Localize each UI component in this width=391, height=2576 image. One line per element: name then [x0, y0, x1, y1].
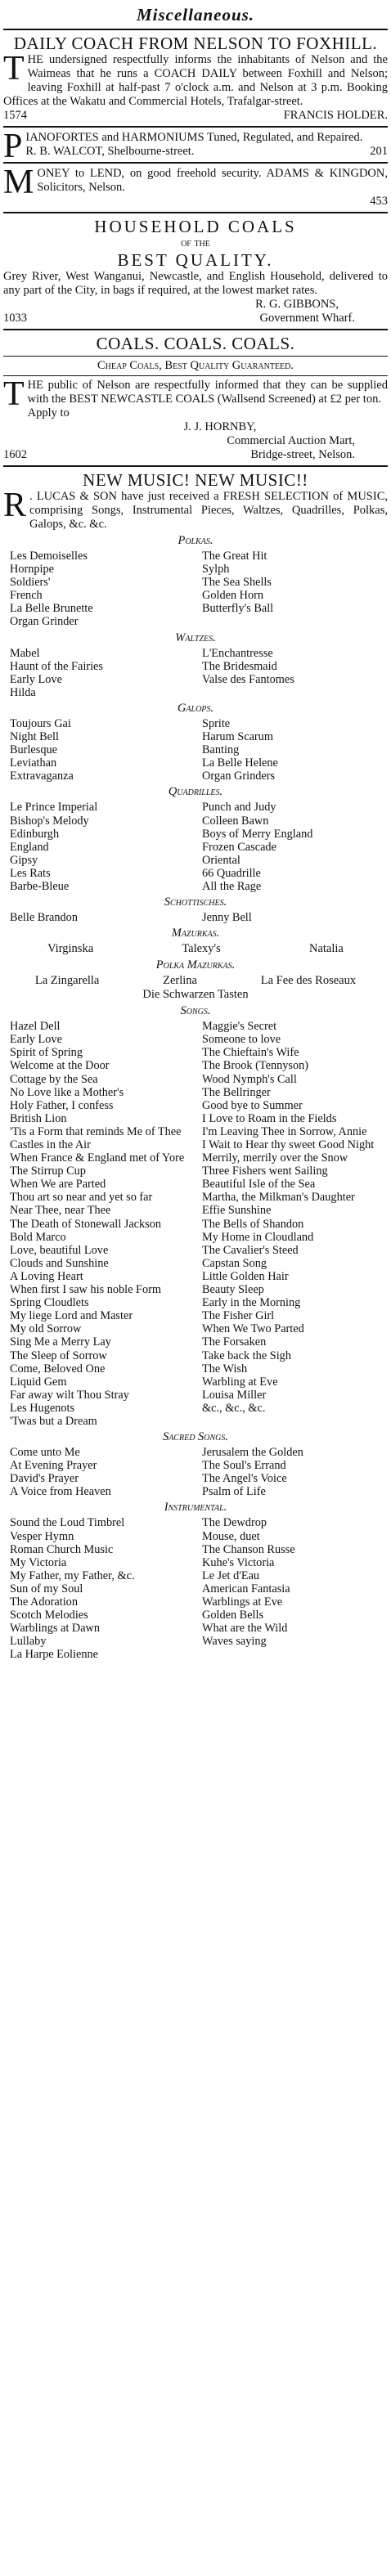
- list-item: Extravaganza: [10, 770, 74, 783]
- list-item: Le Jet d'Eau: [202, 1568, 260, 1582]
- list-item: The Death of Stonewall Jackson: [10, 1217, 162, 1231]
- list-item: Beautiful Isle of the Sea: [202, 1178, 316, 1192]
- list-item: Warblings at Eve: [202, 1595, 283, 1609]
- ad-number: 1602: [3, 448, 27, 461]
- list-item: I Wait to Hear thy sweet Good Night: [202, 1138, 375, 1151]
- list-item: Burlesque: [10, 743, 57, 757]
- list-item: Butterfly's Ball: [202, 602, 274, 616]
- list-item: [202, 1415, 388, 1428]
- list-item: Capstan Song: [202, 1256, 267, 1270]
- drop-cap: M: [3, 164, 34, 201]
- ad-coach: [3, 34, 388, 123]
- list-item: My Home in Cloudland: [202, 1230, 314, 1244]
- list-item: The Adoration: [10, 1595, 78, 1609]
- ad-household-coals-footer: [3, 312, 388, 325]
- list-item: The Forsaken: [202, 1335, 267, 1349]
- list-item: Organ Grinder: [10, 615, 79, 629]
- list-item: Vesper Hymn: [10, 1529, 74, 1543]
- list-item: Belle Brandon: [10, 911, 78, 925]
- ad-signature: J. J. HORNBY,: [183, 420, 257, 433]
- newspaper-column: [3, 0, 388, 1661]
- list-item: Haunt of the Fairies: [10, 659, 103, 673]
- list-quadrilles: [3, 801, 388, 893]
- section-schottisches: Schottisches.: [164, 895, 227, 909]
- divider: [3, 465, 388, 467]
- list-mazurkas: [3, 942, 388, 956]
- list-item: La Belle Helene: [202, 756, 278, 770]
- list-item: I Love to Roam in the Fields: [202, 1111, 337, 1125]
- list-item: American Fantasia: [202, 1582, 290, 1595]
- ad-household-coals-sub: BEST QUALITY.: [117, 250, 274, 270]
- list-item: Far away wilt Thou Stray: [10, 1388, 129, 1402]
- list-item: Sing Me a Merry Lay: [10, 1335, 111, 1349]
- list-item: The Fisher Girl: [202, 1309, 275, 1323]
- list-item: All the Rage: [202, 879, 262, 893]
- ad-coals-footer: [3, 448, 388, 462]
- list-item: Organ Grinders: [202, 770, 276, 783]
- list-item: Holy Father, I confess: [10, 1098, 114, 1112]
- list-item: 'Tis a Form that reminds Me of Thee: [10, 1124, 182, 1138]
- list-item: &c., &c., &c.: [202, 1401, 266, 1415]
- ad-address: Government Wharf.: [259, 312, 355, 325]
- list-item: The Wish: [202, 1362, 248, 1376]
- list-item: Virginska: [47, 942, 94, 956]
- ad-number: 1574: [3, 109, 27, 122]
- list-item: The Angel's Voice: [202, 1472, 287, 1486]
- list-item: Sprite: [202, 716, 231, 730]
- section-quadrilles: Quadrilles.: [168, 785, 223, 799]
- list-item: Three Fishers went Sailing: [202, 1165, 328, 1178]
- list-songs: [3, 1020, 388, 1428]
- list-item: Die Schwarzen Tasten: [142, 988, 249, 1002]
- list-item: Someone to love: [202, 1033, 281, 1047]
- list-item: Hazel Dell: [10, 1020, 61, 1034]
- list-item: The Dewdrop: [202, 1516, 267, 1530]
- list-item: Punch and Judy: [202, 801, 276, 815]
- list-item: Wood Nymph's Call: [202, 1072, 297, 1086]
- list-galops: [3, 717, 388, 783]
- list-item: I'm Leaving Thee in Sorrow, Annie: [202, 1124, 367, 1138]
- list-polka-mazurkas: [3, 974, 388, 988]
- list-item: Hilda: [10, 685, 36, 699]
- ad-signature: FRANCIS HOLDER.: [283, 109, 388, 122]
- ad-money-body: [3, 164, 388, 201]
- list-item: Good bye to Summer: [202, 1098, 303, 1112]
- list-item: Thou art so near and yet so far: [10, 1191, 153, 1205]
- list-item: Barbe-Bleue: [10, 879, 70, 893]
- section-polkas: Polkas.: [178, 534, 213, 547]
- list-item: When We Two Parted: [202, 1322, 304, 1336]
- list-item: My old Sorrow: [10, 1322, 82, 1336]
- section-instrumental: Instrumental.: [164, 1501, 227, 1515]
- list-item: Mabel: [10, 646, 40, 660]
- ad-music-text: . LUCAS & SON have just received a FRESH SELECTION of MUSIC, comprising Songs, Instrumental Pieces, Waltzes, Quadrilles, Polkas, Galops, &c. &c.: [29, 490, 388, 531]
- list-item: 'Twas but a Dream: [10, 1414, 97, 1428]
- ad-household-coals: [3, 217, 388, 325]
- list-item: Les Demoiselles: [10, 550, 88, 563]
- list-polkas: [3, 550, 388, 629]
- ad-music-body: [3, 487, 388, 532]
- list-item: Golden Horn: [202, 589, 264, 603]
- list-item: When We are Parted: [10, 1178, 106, 1192]
- list-item: David's Prayer: [10, 1472, 79, 1486]
- ad-coach-footer: [3, 109, 388, 123]
- section-mazurkas: Mazurkas.: [171, 927, 220, 940]
- list-item: Liquid Gem: [10, 1375, 67, 1389]
- list-item: What are the Wild: [202, 1622, 288, 1636]
- list-item: Hornpipe: [10, 563, 54, 577]
- list-item: Le Prince Imperial: [10, 801, 98, 815]
- ad-number: 201: [370, 145, 388, 158]
- list-item: Spring Cloudlets: [10, 1296, 89, 1310]
- list-item: Banting: [202, 743, 240, 757]
- list-item: Castles in the Air: [10, 1138, 91, 1151]
- list-item: Jenny Bell: [202, 911, 252, 925]
- list-item: Early in the Morning: [202, 1296, 301, 1310]
- list-item: Mouse, duet: [202, 1529, 260, 1543]
- list-item: Clouds and Sunshine: [10, 1256, 109, 1270]
- list-item: Beauty Sleep: [202, 1283, 264, 1297]
- list-item: Talexy's: [182, 942, 221, 956]
- list-item: Scotch Melodies: [10, 1609, 88, 1622]
- ad-coach-title: DAILY COACH FROM NELSON TO FOXHILL.: [13, 34, 378, 53]
- list-item: Spirit of Spring: [10, 1046, 83, 1060]
- list-item: My liege Lord and Master: [10, 1309, 133, 1323]
- list-item: Early Love: [10, 672, 62, 686]
- list-item: Early Love: [10, 1033, 62, 1047]
- list-item: The Bells of Shandon: [202, 1217, 304, 1231]
- ad-pianofortes-text: IANOFORTES and HARMONIUMS Tuned, Regulated, and Repaired.: [25, 131, 363, 144]
- section-galops: Galops.: [177, 701, 214, 715]
- list-item: No Love like a Mother's: [10, 1085, 124, 1099]
- list-item: Warbling at Eve: [202, 1375, 278, 1389]
- list-item: [202, 686, 388, 699]
- list-item: My Victoria: [10, 1555, 67, 1569]
- list-item: Merrily, merrily over the Snow: [202, 1151, 348, 1165]
- list-item: La Fee des Roseaux: [260, 974, 357, 988]
- list-item: Psalm of Life: [202, 1485, 266, 1499]
- section-sacred-songs: Sacred Songs.: [162, 1430, 229, 1444]
- list-item: Maggie's Secret: [202, 1020, 277, 1034]
- list-item: The Sea Shells: [202, 576, 272, 590]
- ad-music: [3, 470, 388, 1661]
- divider: [3, 162, 388, 164]
- list-item: Edinburgh: [10, 827, 60, 841]
- ad-coals-text: HE public of Nelson are respectfully informed that they can be supplied with the BEST NEWCASTLE COALS (Wallsend Screened) at £2 per ton.: [27, 379, 388, 406]
- list-item: [202, 615, 388, 628]
- list-item: Gipsy: [10, 853, 38, 867]
- list-item: Jerusalem the Golden: [202, 1446, 303, 1460]
- list-item: Martha, the Milkman's Daughter: [202, 1191, 355, 1205]
- drop-cap: T: [3, 50, 25, 88]
- divider: [3, 126, 388, 128]
- list-item: England: [10, 840, 49, 854]
- list-item: Soldiers': [10, 576, 51, 590]
- divider: [3, 29, 388, 30]
- list-item: My Father, my Father, &c.: [10, 1568, 135, 1582]
- list-item: Bold Marco: [10, 1230, 66, 1244]
- list-item: Come unto Me: [10, 1446, 80, 1460]
- list-item: Oriental: [202, 853, 240, 867]
- list-sacred-songs: [3, 1446, 388, 1498]
- list-item: Cottage by the Sea: [10, 1072, 98, 1086]
- drop-cap: P: [3, 128, 23, 165]
- list-item: Roman Church Music: [10, 1542, 114, 1556]
- list-item: La Belle Brunette: [10, 602, 93, 616]
- ad-coals-title: COALS. COALS. COALS.: [96, 334, 295, 353]
- ad-household-coals-title: HOUSEHOLD COALS: [94, 217, 297, 236]
- ad-number: 453: [370, 195, 388, 208]
- divider: [3, 212, 388, 213]
- list-item: 66 Quadrille: [202, 866, 261, 880]
- list-item: The Great Hit: [202, 550, 267, 563]
- list-item: Natalia: [309, 942, 344, 956]
- divider: [3, 356, 388, 357]
- list-item: Sun of my Soul: [10, 1582, 83, 1595]
- list-item: Night Bell: [10, 730, 59, 744]
- list-item: The Sleep of Sorrow: [10, 1349, 107, 1362]
- list-item: Zerlina: [163, 974, 197, 988]
- drop-cap: T: [3, 375, 25, 413]
- list-item: Waves saying: [202, 1635, 267, 1649]
- ad-coals-slogan: Cheap Coals, Best Quality Guaranteed.: [97, 359, 294, 372]
- section-waltzes: Waltzes.: [175, 631, 216, 644]
- drop-cap: R: [3, 487, 27, 524]
- list-item: Near Thee, near Thee: [10, 1204, 111, 1218]
- list-item: The Chieftain's Wife: [202, 1046, 299, 1060]
- list-item: Love, beautiful Love: [10, 1243, 109, 1257]
- list-item: Sylph: [202, 563, 230, 577]
- list-item: Boys of Merry England: [202, 827, 313, 841]
- list-item: The Cavalier's Steed: [202, 1243, 299, 1257]
- section-songs: Songs.: [180, 1004, 211, 1018]
- list-item: [202, 1648, 388, 1661]
- list-item: Welcome at the Door: [10, 1059, 110, 1073]
- ad-money-text: ONEY to LEND, on good freehold security. ADAMS & KINGDON, Solicitors, Nelson.: [37, 167, 388, 194]
- list-item: La Harpe Eolienne: [10, 1648, 98, 1662]
- list-instrumental: [3, 1516, 388, 1661]
- ad-address: Commercial Auction Mart,: [227, 434, 355, 447]
- list-item: At Evening Prayer: [10, 1459, 97, 1473]
- ad-coach-body: [3, 50, 388, 109]
- list-item: L'Enchantresse: [202, 646, 273, 660]
- list-item: Little Golden Hair: [202, 1269, 289, 1283]
- list-item: Bishop's Melody: [10, 814, 89, 828]
- list-waltzes: [3, 647, 388, 699]
- list-item: Frozen Cascade: [202, 840, 276, 854]
- ad-coach-text: HE undersigned respectfully informs the inhabitants of Nelson and the Waimeas that he runs a COACH DAILY between Foxhill and Nelson; leaving Foxhill at half-past 7 o'clock a.m. and Nelson at 3 p.m. Booking Offices at the Wakatu and Commercial Hotels, Trafalgar-street.: [3, 53, 388, 108]
- ad-signature: R. B. WALCOT, Shelbourne-street.: [25, 145, 195, 158]
- list-item: The Soul's Errand: [202, 1459, 286, 1473]
- list-item: Lullaby: [10, 1635, 47, 1649]
- list-item: A Loving Heart: [10, 1269, 83, 1283]
- list-item: Leviathan: [10, 756, 57, 770]
- list-item: Les Rats: [10, 866, 51, 880]
- section-polka-mazurkas: Polka Mazurkas.: [155, 958, 236, 972]
- list-schottisches: [3, 911, 388, 924]
- ad-pianofortes-footer: [25, 145, 388, 159]
- list-item: Come, Beloved One: [10, 1362, 106, 1376]
- list-item: Warblings at Dawn: [10, 1622, 101, 1636]
- list-item: The Bridesmaid: [202, 659, 277, 673]
- list-item: The Chanson Russe: [202, 1542, 295, 1556]
- ad-coals-apply: Apply to: [27, 406, 70, 420]
- list-item: Sound the Loud Timbrel: [10, 1516, 125, 1530]
- list-item: Effie Sunshine: [202, 1204, 272, 1218]
- list-item: The Bellringer: [202, 1085, 271, 1099]
- section-heading: Miscellaneous.: [136, 5, 255, 25]
- divider: [3, 375, 388, 376]
- ad-money: [3, 164, 388, 209]
- list-item: Toujours Gai: [10, 716, 71, 730]
- list-item: Valse des Fantomes: [202, 672, 294, 686]
- list-item: Golden Bells: [202, 1609, 264, 1622]
- list-item: French: [10, 589, 43, 603]
- list-item: Louisa Miller: [202, 1388, 267, 1402]
- list-item: The Stirrup Cup: [10, 1165, 86, 1178]
- list-item: British Lion: [10, 1111, 67, 1125]
- ad-coals: [3, 334, 388, 462]
- list-item: A Voice from Heaven: [10, 1485, 111, 1499]
- list-item: When France & England met of Yore: [10, 1151, 185, 1165]
- list-item: Harum Scarum: [202, 730, 273, 744]
- list-item: The Brook (Tennyson): [202, 1059, 309, 1073]
- list-item: Take back the Sigh: [202, 1349, 291, 1362]
- list-item: Colleen Bawn: [202, 814, 269, 828]
- list-item: La Zingarella: [34, 974, 100, 988]
- ad-household-coals-of: of the: [181, 236, 210, 249]
- ad-number: 1033: [3, 312, 27, 325]
- ad-signature: R. G. GIBBONS,: [255, 298, 339, 311]
- list-item: When first I saw his noble Form: [10, 1283, 162, 1297]
- ad-address: Bridge-street, Nelson.: [250, 448, 355, 461]
- ad-pianofortes: [3, 128, 388, 165]
- ad-household-coals-text: Grey River, West Wanganui, Newcastle, and English Household, delivered to any part of the City, in bags if required, at the lowest market rates.: [3, 270, 388, 297]
- list-item: Les Hugenots: [10, 1401, 75, 1415]
- list-item: Kuhe's Victoria: [202, 1555, 275, 1569]
- divider: [3, 329, 388, 330]
- ad-music-title: NEW MUSIC! NEW MUSIC!!: [83, 470, 308, 490]
